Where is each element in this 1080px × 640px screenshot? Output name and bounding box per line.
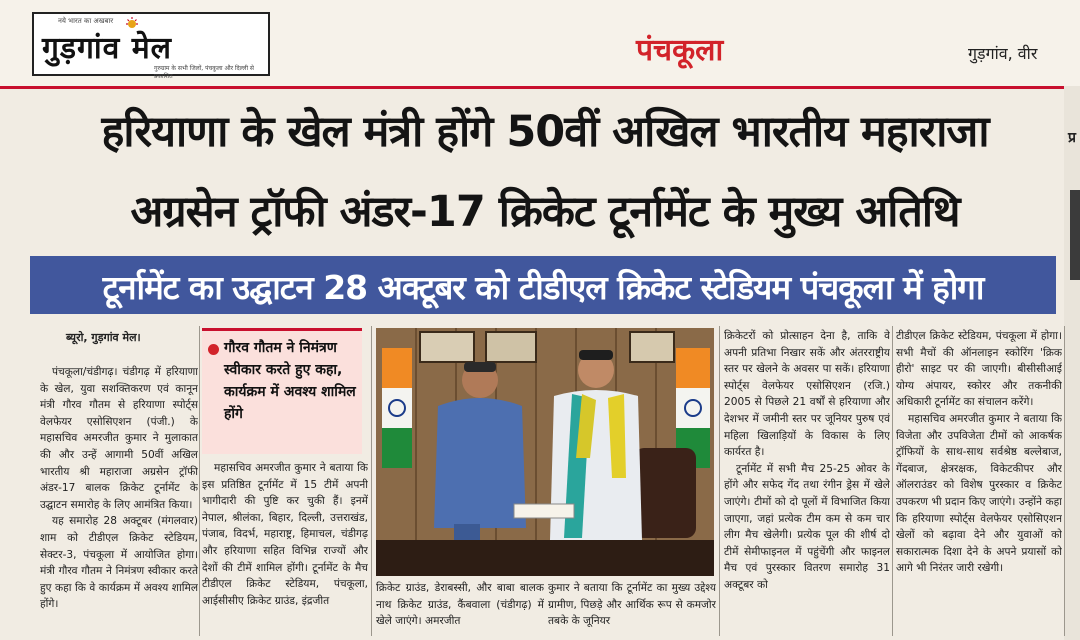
- paragraph: महासचिव अमरजीत कुमार ने बताया कि विजेता और उपविजेता टीमों को आकर्षक ट्रॉफियों के साथ-साथ सर्वश्रेष्ठ बल्लेबाज, गेंदबाज, क्षेत्ररक्षक, विकेटकीपर और ऑलराउंडर को विशेष पुरस्कार व क्रिकेट उपकरण भी प्रदान किए जाएंगे। उन्होंने कहा कि हरियाणा स्पोर्ट्स वेलफेयर एसोसिएशन खेलों को बढ़ावा देने और युवाओं को सकारात्मक दिशा देने के अपने प्रयासों को आगे भी निरंतर जारी रखेगी।: [896, 412, 1062, 575]
- newspaper-name: गुड़गांव मेल: [42, 31, 173, 66]
- logo-tagline-bottom: गुरुग्राम के सभी जिलों, पंचकुला और दिल्ली से प्रकाशित: [154, 65, 254, 80]
- adjacent-headline-fragment: प्र: [1068, 130, 1076, 146]
- column-divider: [199, 326, 200, 636]
- article-column-3a: [376, 580, 544, 640]
- paragraph: पंचकूला/चंडीगढ़। चंडीगढ़ में हरियाणा के खेल, युवा सशक्तिकरण एवं कानून मंत्री गौरव गौतम से हरियाणा स्पोर्ट्स वेलफेयर एसोसिएशन (पंजी.) के महासचिव अमरजीत कुमार ने मुलाकात की और उन्हें आगामी 50वीं अखिल भारतीय श्री महाराजा अग्रसेन ट्रॉफी अंडर-17 बालक क्रिकेट टूर्नामेंट के उद्घाटन समारोह के लिए आमंत्रित किया।: [40, 366, 198, 511]
- dateline: गुड़गांव, वीर: [968, 44, 1038, 63]
- article-column-2: [202, 460, 368, 640]
- paragraph: महासचिव अमरजीत कुमार ने बताया कि इस प्रतिष्ठित टूर्नामेंट में 15 टीमें अपनी भागीदारी की पुष्टि कर चुकी हैं। इनमें नेपाल, श्रीलंका, बिहार, दिल्ली, उत्तराखंड, पंजाब, विदर्भ, महाराष्ट्र, हिमाचल, चंडीगढ़ और हरियाणा सहित विभिन्न राज्यों और देशों की टीमें शामिल होंगी। टूर्नामेंट के मैच टीडीएल क्रिकेट स्टेडियम, पंचकूला, आईसीसीए क्रिकेट ग्राउंड, इंद्रजीत: [202, 462, 368, 607]
- column-divider: [371, 326, 372, 636]
- pull-quote-text: गौरव गौतम ने निमंत्रण स्वीकार करते हुए कहा, कार्यक्रम में अवश्य शामिल होंगे: [224, 340, 356, 422]
- column-divider: [719, 326, 720, 636]
- logo-tagline-top: नये भारत का अखबार: [58, 17, 114, 25]
- byline: ब्यूरो, गुड़गांव मेल।: [66, 331, 141, 344]
- paragraph: क्रिकेटरों को प्रोत्साहन देना है, ताकि वे अपनी प्रतिभा निखार सकें और अंतरराष्ट्रीय स्तर पर खेलने के अवसर पा सकें। हरियाणा स्पोर्ट्स वेलफेयर एसोसिएशन (रजि.) 2005 से पिछले 21 वर्षों से हरियाणा और देशभर में जमीनी स्तर पर जूनियर पुरुष एवं महिला खिलाड़ियों के विकास के लिए कार्यरत है।: [724, 330, 890, 459]
- masthead-divider: [0, 86, 1080, 89]
- paragraph: क्रिकेट ग्राउंड, डेराबस्सी, और बाबा बालक नाथ क्रिकेट ग्राउंड, कैंबवाला (चंडीगढ़) में खेले जाएंगे। अमरजीत: [376, 582, 544, 628]
- column-divider: [892, 326, 893, 636]
- paragraph: कुमार ने बताया कि टूर्नामेंट का मुख्य उद्देश्य ग्रामीण, पिछड़े और आर्थिक रूप से कमजोर तबके के जूनियर: [548, 582, 716, 628]
- pull-quote: [202, 328, 362, 454]
- adjacent-photo-fragment: [1070, 190, 1080, 280]
- newspaper-logo: [32, 12, 270, 80]
- article-column-1: [40, 364, 198, 640]
- subheadline-band: [30, 256, 1056, 314]
- subheadline: टूर्नामेंट का उद्घाटन 28 अक्टूबर को टीडीएल क्रिकेट स्टेडियम पंचकूला में होगा: [102, 268, 984, 307]
- article-column-3b: [548, 580, 716, 640]
- paragraph: टूर्नामेंट में सभी मैच 25-25 ओवर के होंगे और सफेद गेंद तथा रंगीन ड्रेस में खेले जाएंगे। टीमों को दो पूलों में विभाजित किया जाएगा, जहां प्रत्येक टीम कम से कम चार लीग मैच खेलेगी। प्रत्येक पूल की शीर्ष दो टीमें सेमीफाइनल में पहुंचेंगी और फाइनल मैच एवं पुरस्कार वितरण समारोह 31 अक्टूबर को: [724, 462, 890, 591]
- paragraph: यह समारोह 28 अक्टूबर (मंगलवार) शाम को टीडीएल क्रिकेट स्टेडियम, सेक्टर-3, पंचकूला में आयोजित होगा। मंत्री गौरव गौतम ने निमंत्रण स्वीकार करते हुए कहा कि वे कार्यक्रम में अवश्य शामिल होंगे।: [40, 515, 198, 611]
- paragraph: टीडीएल क्रिकेट स्टेडियम, पंचकूला में होगा। सभी मैचों की ऑनलाइन स्कोरिंग 'क्रिक हीरो' साइट पर की जाएगी। बीसीसीआई योग्य अंपायर, स्कोरर और तकनीकी अधिकारी टूर्नामेंट का संचालन करेंगे।: [896, 330, 1062, 409]
- article-column-4: [724, 328, 890, 640]
- adjacent-article-edge: [1064, 86, 1080, 640]
- column-divider: [1064, 326, 1065, 636]
- news-photo-minister-meeting: [376, 328, 714, 576]
- article-column-5: [896, 328, 1062, 640]
- section-title: पंचकूला: [636, 33, 724, 68]
- photo-illustration: [376, 328, 714, 576]
- bullet-dot-icon: [208, 344, 219, 355]
- headline-line-1: हरियाणा के खेल मंत्री होंगे 50वीं अखिल भारतीय महाराजा: [101, 107, 989, 157]
- masthead: [0, 0, 1080, 88]
- headline-line-2: अग्रसेन ट्रॉफी अंडर-17 क्रिकेट टूर्नामेंट के मुख्य अतिथि: [130, 187, 960, 237]
